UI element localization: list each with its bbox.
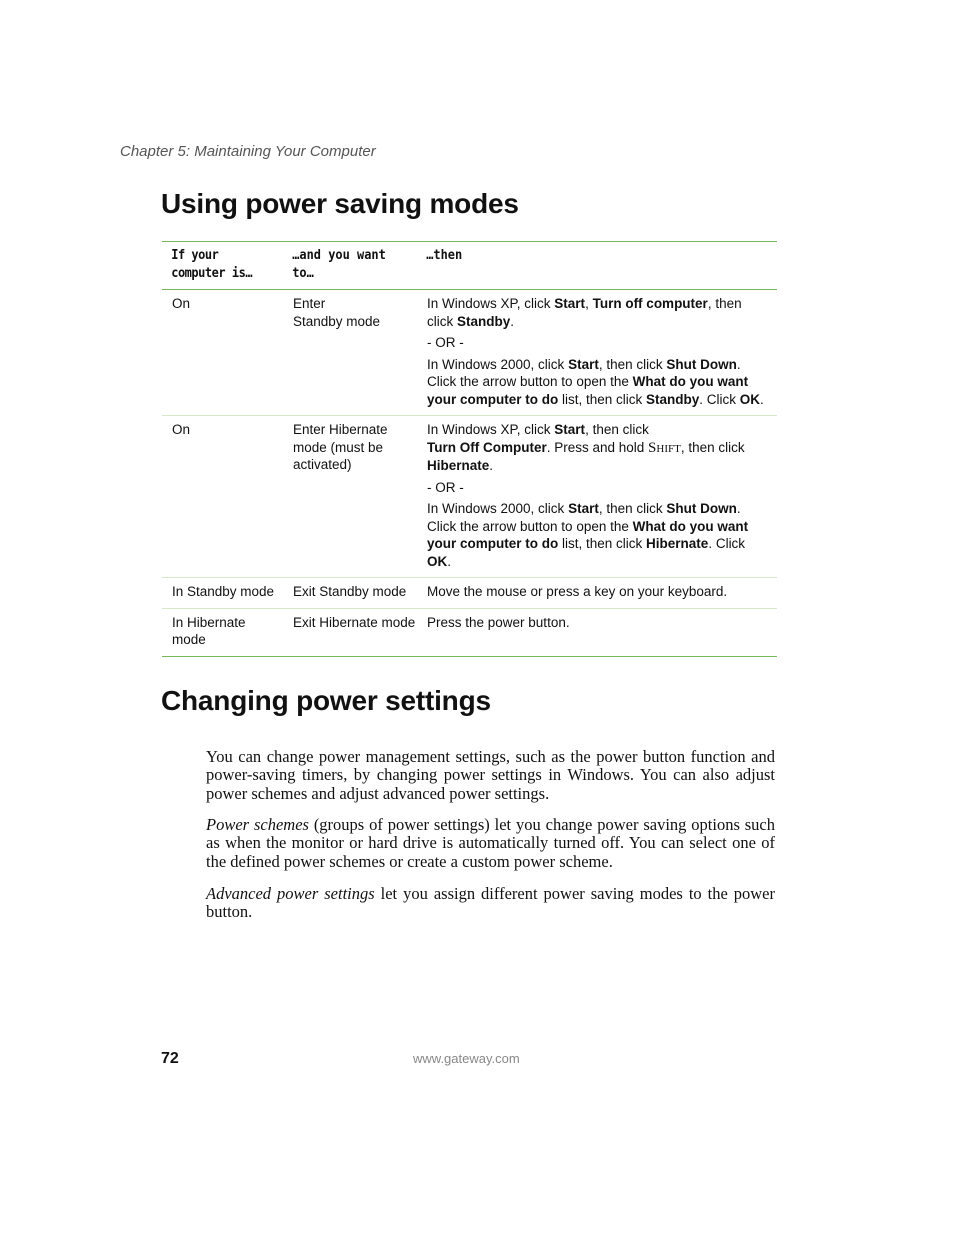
cell-then bbox=[417, 416, 777, 577]
section-title-changing-power-settings: Changing power settings bbox=[161, 685, 491, 716]
footer-url: www.gateway.com bbox=[413, 1051, 520, 1066]
or-separator: - OR - bbox=[427, 335, 464, 350]
chapter-header: Chapter 5: Maintaining Your Computer bbox=[120, 143, 376, 160]
paragraph-advanced-settings bbox=[206, 885, 775, 922]
cell-state: In Standby mode bbox=[172, 584, 275, 599]
w2k-instructions: In Windows 2000, click Start, then click Shut Down. Click the arrow button to open the What do you want your computer to do list, then click Standby. Click OK. bbox=[427, 356, 764, 407]
term-power-schemes: Power schemes bbox=[206, 814, 309, 834]
table-row bbox=[162, 416, 777, 578]
column-header-state: If your computer is… bbox=[171, 248, 253, 281]
cell-state: On bbox=[172, 296, 191, 311]
or-separator: - OR - bbox=[427, 479, 464, 495]
paragraph-intro: You can change power management settings, such as the power button function and power-saving timers, by changing power settings in Windows. You can also adjust power schemes and adjust advanced power settings. bbox=[206, 746, 775, 803]
xp-instructions: In Windows XP, click Start, then click Turn Off Computer. Press and hold Shift, then click Hibernate. bbox=[427, 422, 745, 473]
paragraph-text: (groups of power settings) let you change power saving options such as when the monitor or hard drive is automatically turned off. You can select one of the defined power schemes or create a custom power scheme. bbox=[206, 814, 775, 871]
table-row bbox=[162, 578, 777, 609]
cell-state: On bbox=[172, 422, 191, 437]
cell-then: Press the power button. bbox=[427, 614, 570, 630]
section-title-power-saving-modes: Using power saving modes bbox=[161, 188, 519, 219]
cell-want: Exit Hibernate mode bbox=[293, 614, 416, 630]
term-advanced-power-settings: Advanced power settings bbox=[206, 883, 375, 903]
paragraph-text: let you assign different power saving modes to the power button. bbox=[206, 883, 775, 922]
paragraph-power-schemes bbox=[206, 816, 775, 872]
table-row bbox=[162, 290, 777, 416]
cell-then bbox=[417, 290, 777, 415]
cell-want-line: Enter bbox=[293, 296, 326, 311]
table-header-row bbox=[162, 242, 777, 290]
column-header-want: …and you want to… bbox=[292, 248, 386, 281]
cell-then: Move the mouse or press a key on your keyboard. bbox=[427, 584, 728, 599]
cell-want: Exit Standby mode bbox=[293, 584, 407, 599]
cell-want: Enter Hibernate mode (must be activated) bbox=[293, 422, 388, 472]
power-modes-table bbox=[162, 241, 777, 657]
table-row bbox=[162, 609, 777, 656]
w2k-instructions: In Windows 2000, click Start, then click Shut Down. Click the arrow button to open the What do you want your computer to do list, then click Hibernate. Click OK. bbox=[427, 501, 749, 569]
column-header-then: …then bbox=[426, 248, 463, 263]
cell-want-line: Standby mode bbox=[293, 313, 381, 329]
cell-state: In Hibernate mode bbox=[172, 614, 246, 647]
xp-instructions: In Windows XP, click Start, Turn off computer, then click Standby. bbox=[427, 296, 742, 329]
page-number: 72 bbox=[161, 1050, 179, 1067]
cell-want bbox=[283, 290, 417, 415]
